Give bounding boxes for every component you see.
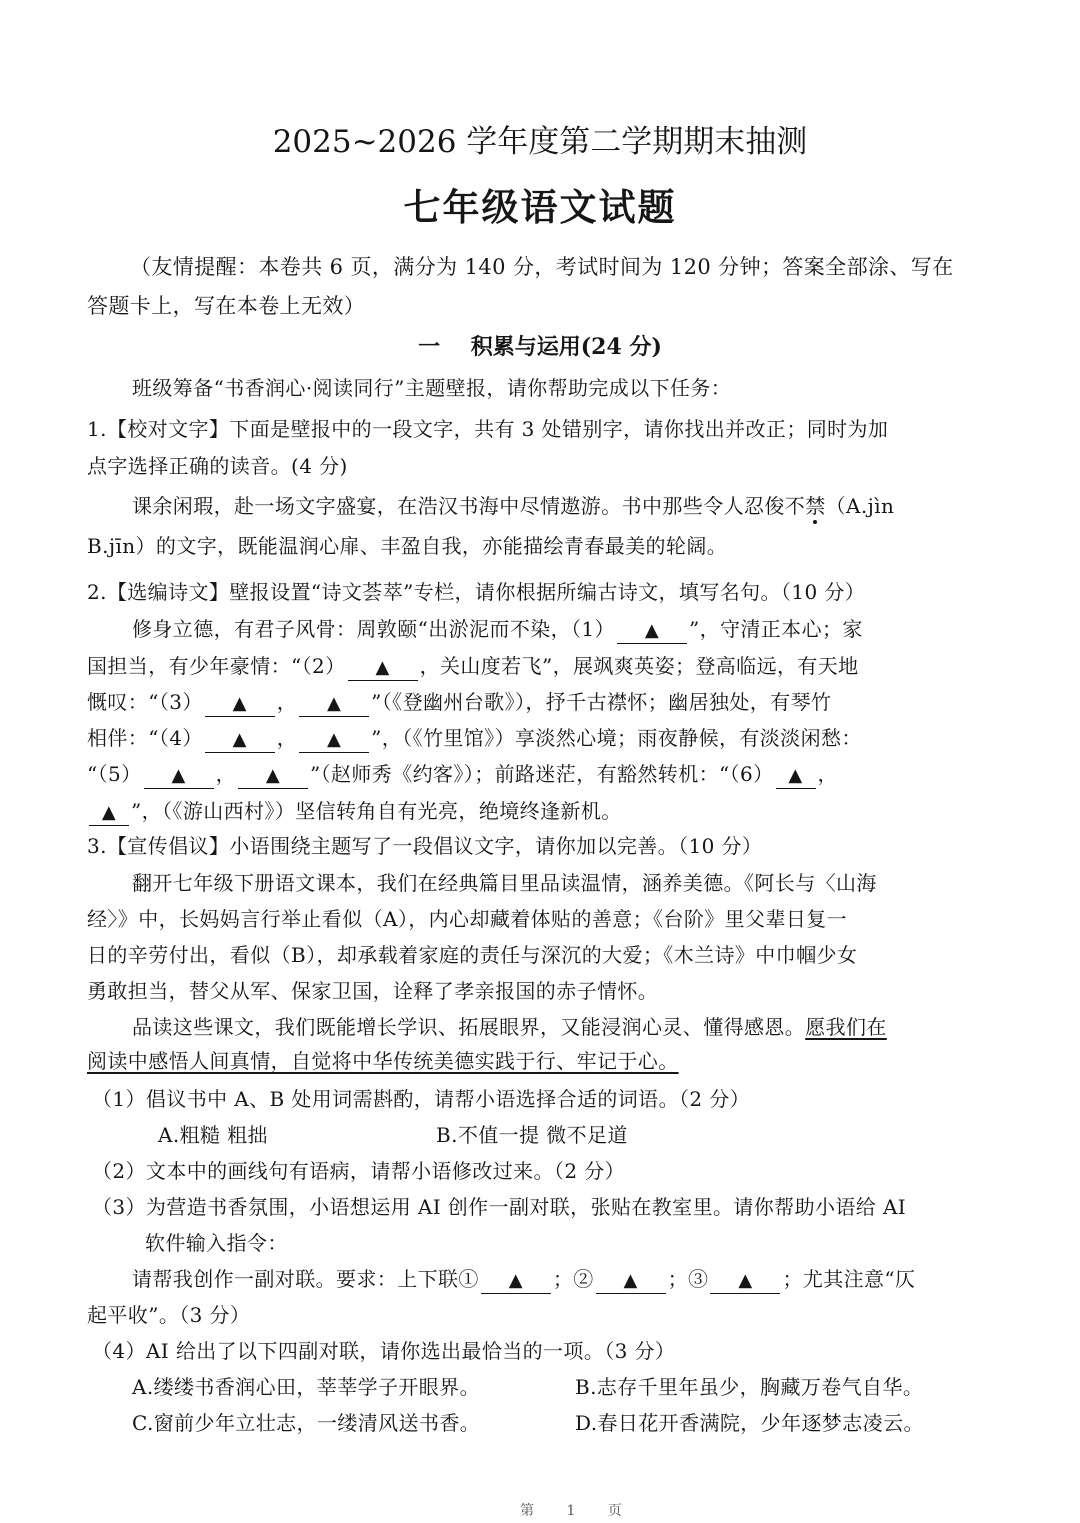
answer-blank-req-1[interactable] bbox=[481, 1267, 551, 1294]
q1-prompt-line-1: 1.【校对文字】下面是壁报中的一段文字，共有 3 处错别字，请你找出并改正；同时为加 bbox=[87, 417, 889, 441]
q2-text: ， bbox=[817, 762, 838, 786]
q3-sub3-line-1: （3）为营造书香氛围，小语想运用 AI 创作一副对联，张贴在教室里。请你帮助小语给 AI bbox=[92, 1195, 907, 1219]
q2-text: 国担当，有少年豪情：“（2） bbox=[87, 654, 346, 678]
q3-passage-line-1: 翻开七年级下册语文课本，我们在经典篇目里品读温情，涵养美德。《阿长与〈山海 bbox=[132, 871, 877, 895]
q1-dotted-char: 禁 bbox=[805, 494, 826, 518]
q3-passage-line-5 bbox=[132, 1013, 887, 1041]
q2-line-2 bbox=[132, 615, 863, 644]
blank-marker: ▲ bbox=[232, 693, 247, 714]
q3-text: 品读这些课文，我们既能增长学识、拓展眼界，又能浸润心灵、懂得感恩。 bbox=[132, 1015, 806, 1039]
answer-blank-2[interactable] bbox=[348, 654, 418, 681]
page-footer: 第 1 页 bbox=[520, 1503, 636, 1519]
q2-text: ”（赵师秀《约客》）；前路迷茫，有豁然转机：“（6） bbox=[309, 762, 774, 786]
q3-passage-line-2: 经〉》中，长妈妈言行举止看似（A），内心却藏着体贴的善意；《台阶》里父辈日复一 bbox=[87, 907, 848, 931]
section-heading: 一 积累与运用(24 分) bbox=[418, 334, 662, 360]
q2-text: ， bbox=[276, 726, 298, 750]
q3-text: ；③ bbox=[667, 1267, 709, 1291]
q3-text: ；② bbox=[552, 1267, 594, 1291]
q3-sub1: （1）倡议书中 A、B 处用词需斟酌，请帮小语选择合适的词语。（2 分） bbox=[92, 1087, 751, 1111]
answer-blank-req-3[interactable] bbox=[710, 1267, 780, 1294]
q3-sub4-option-b[interactable]: B.志存千里年虽少，胸藏万卷气自华。 bbox=[575, 1375, 924, 1399]
q1-passage-text-b: （A.jìn bbox=[825, 494, 895, 518]
notice-line-1: （友情提醒：本卷共 6 页，满分为 140 分，考试时间为 120 分钟；答案全部涂、写在 bbox=[130, 255, 954, 279]
q2-text: ”（《登幽州台歌》），抒千古襟怀；幽居独处，有琴竹 bbox=[371, 690, 832, 714]
q3-sub4-option-d[interactable]: D.春日花开香满院，少年逐梦志凌云。 bbox=[575, 1411, 924, 1435]
blank-marker: ▲ bbox=[508, 1270, 523, 1291]
q2-prompt: 2.【选编诗文】壁报设置“诗文荟萃”专栏，请你根据所编古诗文，填写名句。（10 分） bbox=[87, 580, 866, 604]
q2-text: 修身立德，有君子风骨：周敦颐“出淤泥而不染，（1） bbox=[132, 617, 615, 641]
blank-marker: ▲ bbox=[788, 765, 803, 786]
blank-marker: ▲ bbox=[738, 1270, 753, 1291]
answer-blank-6b[interactable] bbox=[89, 799, 129, 826]
q2-text: 相伴：“（4） bbox=[87, 726, 203, 750]
answer-blank-1[interactable] bbox=[617, 617, 687, 644]
q3-sub3-line-3 bbox=[132, 1265, 915, 1294]
q3-sub2: （2）文本中的画线句有语病，请帮小语修改过来。（2 分） bbox=[92, 1159, 626, 1183]
q2-line-6 bbox=[87, 760, 838, 789]
q3-passage-line-4: 勇敢担当，替父从军、保家卫国，诠释了孝亲报国的赤子情怀。 bbox=[87, 979, 659, 1003]
answer-blank-req-2[interactable] bbox=[596, 1267, 666, 1294]
q3-sub4-option-c[interactable]: C.窗前少年立壮志，一缕清风送书香。 bbox=[132, 1411, 481, 1435]
answer-blank-3b[interactable] bbox=[299, 690, 369, 717]
q3-sub1-option-a[interactable]: A.粗糙 粗拙 bbox=[158, 1123, 268, 1147]
exam-subject-title: 七年级语文试题 bbox=[403, 185, 677, 229]
blank-marker: ▲ bbox=[327, 729, 342, 750]
exam-term-title: 2025~2026 学年度第二学期期末抽测 bbox=[272, 124, 808, 160]
section-intro: 班级筹备“书香润心·阅读同行”主题壁报，请你帮助完成以下任务： bbox=[132, 376, 732, 400]
blank-marker: ▲ bbox=[171, 765, 186, 786]
q2-text: ”，（《竹里馆》）享淡然心境；雨夜静候，有淡淡闲愁： bbox=[371, 726, 862, 750]
q3-sub4: （4）AI 给出了以下四副对联，请你选出最恰当的一项。（3 分） bbox=[92, 1339, 676, 1363]
answer-blank-3a[interactable] bbox=[205, 690, 275, 717]
q2-line-4 bbox=[87, 688, 831, 717]
q2-text: ， bbox=[276, 690, 298, 714]
q2-line-5 bbox=[87, 724, 862, 753]
answer-blank-4a[interactable] bbox=[205, 726, 275, 753]
underlined-sentence: 愿我们在 bbox=[805, 1015, 887, 1039]
q2-text: ”，（《游山西村》）坚信转角自有光亮，绝境终逢新机。 bbox=[131, 799, 622, 823]
q3-passage-line-3: 日的辛劳付出，看似（B），却承载着家庭的责任与深沉的大爱；《木兰诗》中巾帼少女 bbox=[87, 943, 858, 967]
q2-text: 慨叹：“（3） bbox=[87, 690, 203, 714]
q3-sub4-option-a[interactable]: A.缕缕书香润心田，莘莘学子开眼界。 bbox=[132, 1375, 481, 1399]
answer-blank-5a[interactable] bbox=[144, 762, 214, 789]
q3-sub1-option-b[interactable]: B.不值一提 微不足道 bbox=[436, 1123, 628, 1147]
answer-blank-5b[interactable] bbox=[238, 762, 308, 789]
q1-passage-text-a: 课余闲瑕，赴一场文字盛宴，在浩汉书海中尽情遨游。书中那些令人忍俊不 bbox=[132, 494, 806, 518]
answer-blank-6a[interactable] bbox=[776, 762, 816, 789]
blank-marker: ▲ bbox=[265, 765, 281, 786]
q2-line-7 bbox=[87, 797, 622, 826]
q2-text: ”，守清正本心；家 bbox=[688, 617, 863, 641]
q3-sub3-line-4: 起平收”。（3 分） bbox=[87, 1303, 251, 1327]
q1-passage-line-1 bbox=[132, 492, 894, 520]
blank-marker: ▲ bbox=[375, 657, 390, 678]
q1-passage-line-2: B.jīn）的文字，既能温润心扉、丰盈自我，亦能描绘青春最美的轮阔。 bbox=[87, 534, 728, 558]
q3-text: ；尤其注意“仄 bbox=[782, 1267, 916, 1291]
q3-text: 请帮我创作一副对联。要求：上下联① bbox=[132, 1267, 479, 1291]
blank-marker: ▲ bbox=[327, 693, 342, 714]
q2-text: “（5） bbox=[87, 762, 142, 786]
blank-marker: ▲ bbox=[232, 729, 247, 750]
q2-text: ， bbox=[215, 762, 236, 786]
q3-prompt: 3.【宣传倡议】小语围绕主题写了一段倡议文字，请你加以完善。（10 分） bbox=[87, 834, 763, 858]
blank-marker: ▲ bbox=[101, 802, 117, 823]
q2-text: ，关山度若飞”，展飒爽英姿；登高临远，有天地 bbox=[419, 654, 859, 678]
underlined-sentence: 阅读中感悟人间真情，自觉将中华传统美德实践于行、牢记于心。 bbox=[87, 1049, 679, 1073]
q2-line-3 bbox=[87, 652, 859, 681]
blank-marker: ▲ bbox=[623, 1270, 638, 1291]
answer-blank-4b[interactable] bbox=[299, 726, 369, 753]
notice-line-2: 答题卡上，写在本卷上无效） bbox=[87, 294, 366, 318]
q3-sub3-line-2: 软件输入指令： bbox=[145, 1231, 288, 1255]
blank-marker: ▲ bbox=[644, 620, 660, 641]
q1-prompt-line-2: 点字选择正确的读音。(4 分) bbox=[87, 454, 348, 478]
